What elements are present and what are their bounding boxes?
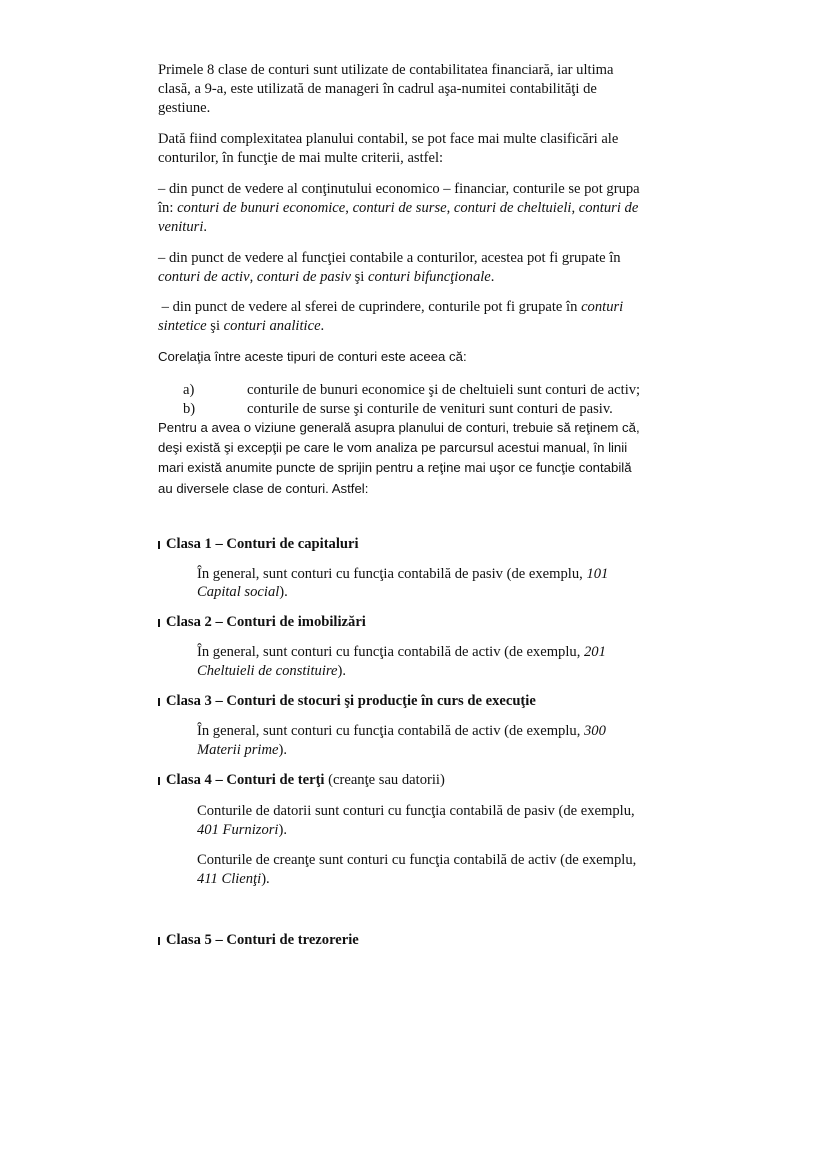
text-segment: – din punct de vedere al sferei de cuprindere, conturile pot fi grupate în bbox=[158, 299, 582, 315]
text-segment: Pentru a avea o viziune generală asupra planului de conturi, trebuie să reţinem că, bbox=[158, 420, 640, 435]
italic-text: conturi bifuncţionale bbox=[367, 269, 491, 285]
text-line bbox=[158, 480, 368, 498]
text-line bbox=[197, 821, 287, 839]
text-line bbox=[197, 741, 287, 759]
text-line bbox=[158, 149, 443, 167]
bold-text: Clasa 1 – Conturi de capitaluri bbox=[166, 536, 359, 552]
bold-text: Clasa 4 – Conturi de terţi bbox=[166, 772, 325, 788]
text-segment: În general, sunt conturi cu funcţia contabilă de activ (de exemplu, bbox=[197, 644, 584, 660]
text-line bbox=[158, 268, 494, 286]
italic-text: conturi de activ bbox=[158, 269, 250, 285]
list-marker: b) bbox=[183, 401, 196, 417]
italic-text: Cheltuieli de constituire bbox=[197, 663, 338, 679]
section-heading bbox=[158, 613, 366, 631]
text-line bbox=[158, 199, 638, 217]
text-segment: (creanţe sau datorii) bbox=[324, 772, 445, 788]
text-segment: Dată fiind complexitatea planului contabil, se pot face mai multe clasificări ale bbox=[158, 131, 619, 147]
italic-text: 201 bbox=[584, 644, 606, 660]
italic-text: conturi bbox=[581, 299, 624, 315]
text-line bbox=[197, 662, 346, 680]
text-line bbox=[158, 298, 623, 316]
italic-text: 300 bbox=[584, 723, 606, 739]
text-segment: conturilor, în funcţie de mai multe criterii, astfel: bbox=[158, 150, 444, 166]
italic-text: sintetice bbox=[158, 318, 207, 334]
section-heading bbox=[158, 931, 359, 949]
text-line bbox=[197, 802, 635, 820]
text-segment: În general, sunt conturi cu funcţia contabilă de pasiv (de exemplu, bbox=[197, 566, 587, 582]
text-line bbox=[197, 870, 270, 888]
text-line bbox=[158, 80, 597, 98]
italic-text: conturi de cheltuieli bbox=[453, 200, 572, 216]
text-line bbox=[197, 643, 606, 661]
text-line bbox=[158, 99, 210, 117]
text-segment: , bbox=[446, 200, 454, 216]
text-segment: în: bbox=[158, 200, 178, 216]
text-segment: – din punct de vedere al funcţiei contabile a conturilor, acestea pot fi grupate în bbox=[158, 250, 621, 266]
text-segment: conturile de bunuri economice şi de cheltuieli sunt conturi de activ; bbox=[247, 382, 641, 398]
text-segment: Primele 8 clase de conturi sunt utilizate de contabilitatea financiară, iar ultima bbox=[158, 62, 614, 78]
text-segment: au diversele clase de conturi. Astfel: bbox=[158, 481, 369, 496]
section-heading bbox=[158, 692, 536, 710]
text-segment: gestiune. bbox=[158, 100, 211, 116]
text-segment: ). bbox=[278, 822, 288, 838]
bold-text: Clasa 2 – Conturi de imobilizări bbox=[166, 614, 366, 630]
text-segment: Conturile de datorii sunt conturi cu funcţia contabilă de pasiv (de exemplu, bbox=[197, 803, 635, 819]
italic-text: conturi analitice bbox=[223, 318, 321, 334]
bullet-icon bbox=[158, 619, 160, 627]
italic-text: conturi de surse bbox=[352, 200, 447, 216]
list-item bbox=[183, 400, 613, 418]
text-line bbox=[158, 459, 632, 477]
text-segment: , bbox=[571, 200, 579, 216]
text-line bbox=[158, 317, 324, 335]
bullet-icon bbox=[158, 937, 160, 945]
text-segment: ). bbox=[261, 871, 270, 887]
italic-text: Capital social bbox=[197, 584, 280, 600]
text-segment: deşi există şi excepţii pe care le vom analiza pe parcursul acestui manual, în linii bbox=[158, 440, 628, 455]
italic-text: conturi de pasiv bbox=[256, 269, 351, 285]
text-line bbox=[197, 851, 636, 869]
bullet-icon bbox=[158, 777, 160, 785]
text-segment: şi bbox=[350, 269, 368, 285]
text-segment: şi bbox=[206, 318, 224, 334]
text-line bbox=[158, 180, 640, 198]
text-segment: , bbox=[249, 269, 257, 285]
text-segment: , bbox=[345, 200, 353, 216]
text-segment: . bbox=[320, 318, 325, 334]
italic-text: 401 Furnizori bbox=[197, 822, 279, 838]
text-segment: Corelaţia între aceste tipuri de conturi este aceea că: bbox=[158, 349, 467, 364]
text-line bbox=[197, 722, 606, 740]
text-segment: ). bbox=[278, 742, 287, 758]
bullet-icon bbox=[158, 698, 160, 706]
text-segment: Conturile de creanţe sunt conturi cu funcţia contabilă de activ (de exemplu, bbox=[197, 852, 637, 868]
italic-text: Materii prime bbox=[197, 742, 279, 758]
section-heading bbox=[158, 771, 445, 789]
text-segment: ). bbox=[337, 663, 347, 679]
bold-text: Clasa 5 – Conturi de trezorerie bbox=[166, 932, 359, 948]
text-segment: – din punct de vedere al conţinutului economico – financiar, conturile se pot grupa bbox=[158, 181, 640, 197]
italic-text: 411 Clienţi bbox=[197, 871, 262, 887]
text-segment: mari există anumite puncte de sprijin pentru a reţine mai uşor ce funcţie contabilă bbox=[158, 460, 632, 475]
italic-text: 101 bbox=[586, 566, 609, 582]
list-marker: a) bbox=[183, 382, 195, 398]
text-line bbox=[158, 249, 621, 267]
text-line bbox=[158, 419, 640, 437]
text-line bbox=[197, 565, 608, 583]
text-segment: . bbox=[203, 219, 208, 235]
italic-text: conturi de bbox=[578, 200, 639, 216]
text-segment: ). bbox=[279, 584, 288, 600]
bold-text: Clasa 3 – Conturi de stocuri şi producţie în curs de execuţie bbox=[166, 693, 536, 709]
text-line bbox=[158, 218, 207, 236]
section-heading bbox=[158, 535, 359, 553]
text-segment: . bbox=[490, 269, 495, 285]
list-item bbox=[183, 381, 640, 399]
text-line bbox=[158, 348, 467, 366]
text-line bbox=[158, 130, 618, 148]
italic-text: conturi de bunuri economice bbox=[177, 200, 346, 216]
text-line bbox=[197, 583, 288, 601]
italic-text: venituri bbox=[158, 219, 204, 235]
text-line bbox=[158, 439, 627, 457]
text-segment: conturile de surse şi conturile de venituri sunt conturi de pasiv. bbox=[247, 401, 613, 417]
text-segment: În general, sunt conturi cu funcţia contabilă de activ (de exemplu, bbox=[197, 723, 584, 739]
text-segment: clasă, a 9-a, este utilizată de manageri în cadrul aşa-numitei contabilităţi de bbox=[158, 81, 597, 97]
bullet-icon bbox=[158, 541, 160, 549]
text-line bbox=[158, 61, 613, 79]
